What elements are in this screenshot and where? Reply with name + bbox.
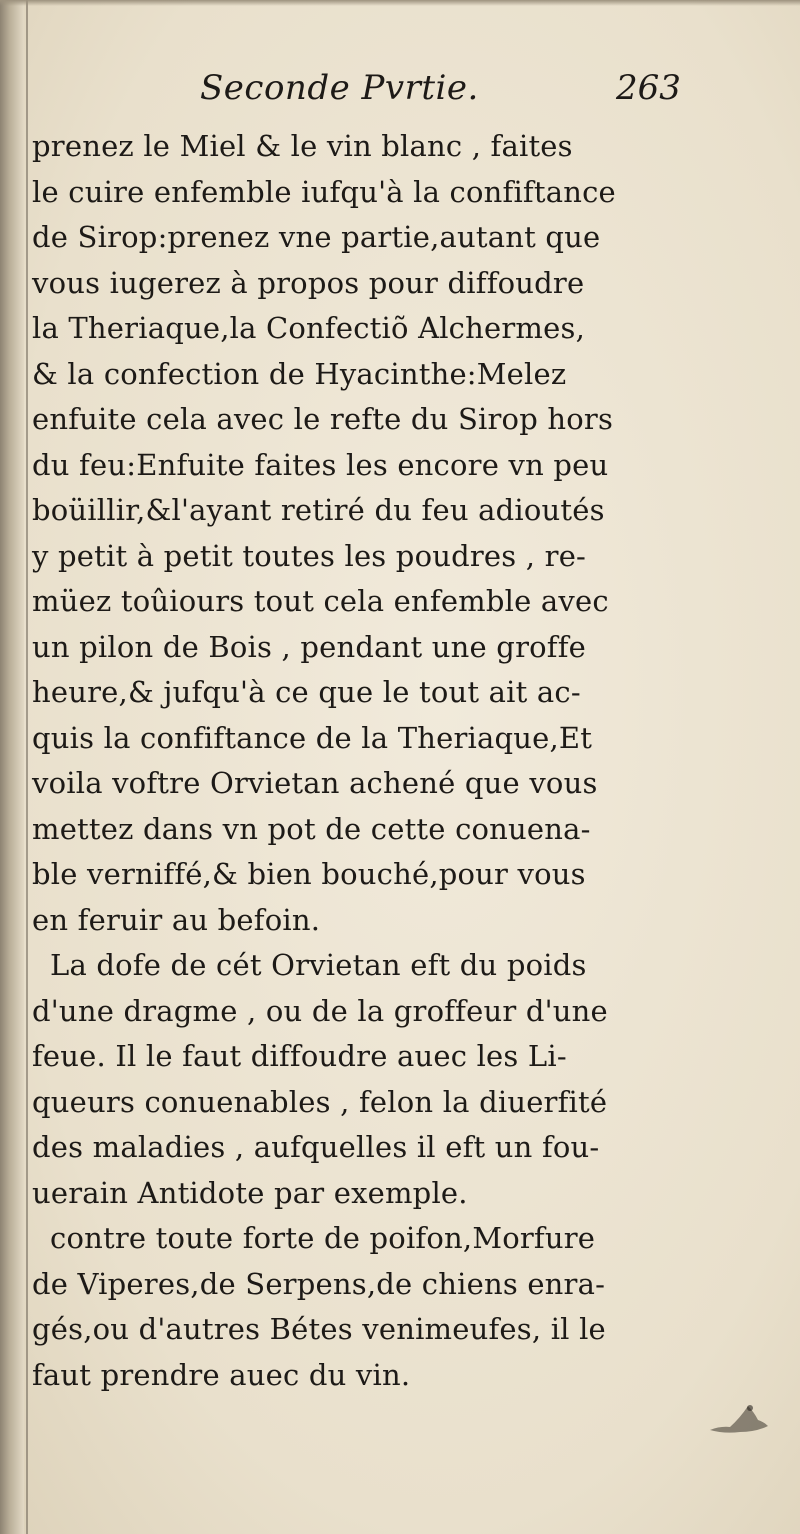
text-line: gés,ou d'autres Bétes venimeufes, il le	[32, 1312, 606, 1346]
text-line: mettez dans vn pot de cette conuena-	[32, 811, 591, 846]
text-line: müez toûiours tout cela enfemble avec	[32, 584, 609, 618]
text-line: de Sirop:prenez vne partie,autant que	[32, 220, 601, 254]
text-line: du feu:Enfuite faites les encore vn peu	[32, 447, 609, 482]
text-line: ble verniffé,& bien bouché,pour vous	[32, 857, 586, 891]
page-top-edge	[0, 0, 800, 6]
text-line: & la confection de Hyacinthe:Melez	[32, 356, 567, 391]
text-line: de Viperes,de Serpens,de chiens enra-	[32, 1266, 606, 1301]
page-number: 263	[616, 68, 681, 108]
text-line: un pilon de Bois , pendant une groffe	[32, 629, 587, 664]
body-text	[32, 124, 688, 1398]
text-line: en feruir au befoin.	[32, 902, 321, 937]
text-line: prenez le Miel & le vin blanc , faites	[32, 129, 573, 163]
text-line: enfuite cela avec le refte du Sirop hors	[32, 402, 614, 436]
ink-blot-mark	[706, 1396, 770, 1436]
text-line: la Theriaque,la Confectiõ Alchermes,	[32, 311, 585, 345]
text-line: uerain Antidote par exemple.	[32, 1175, 468, 1210]
running-head: Seconde Pvrtie.	[200, 68, 479, 108]
page-header	[0, 68, 800, 118]
text-line: vous iugerez à propos pour diffoudre	[32, 265, 585, 300]
text-line: feue. Il le faut diffoudre auec les Li-	[32, 1039, 567, 1073]
text-line: quis la confiftance de la Theriaque,Et	[32, 720, 593, 755]
text-line: faut prendre auec du vin.	[32, 1357, 411, 1392]
text-line: boüillir,&l'ayant retiré du feu adioutés	[32, 493, 605, 527]
gutter-line	[26, 0, 28, 1534]
text-line: d'une dragme , ou de la groffeur d'une	[32, 993, 608, 1028]
text-line: contre toute forte de poifon,Morfure	[50, 1221, 596, 1255]
text-line: le cuire enfemble iufqu'à la confiftance	[32, 174, 616, 209]
text-line: heure,& jufqu'à ce que le tout ait ac-	[32, 675, 581, 709]
book-binding-edge	[0, 0, 24, 1534]
text-line: des maladies , aufquelles il eft un fou-	[32, 1130, 600, 1164]
text-line: y petit à petit toutes les poudres , re-	[32, 538, 587, 573]
text-line: La dofe de cét Orvietan eft du poids	[50, 948, 587, 982]
text-line: voila voftre Orvietan achené que vous	[32, 766, 598, 800]
text-line: queurs conuenables , felon la diuerfité	[32, 1084, 608, 1119]
